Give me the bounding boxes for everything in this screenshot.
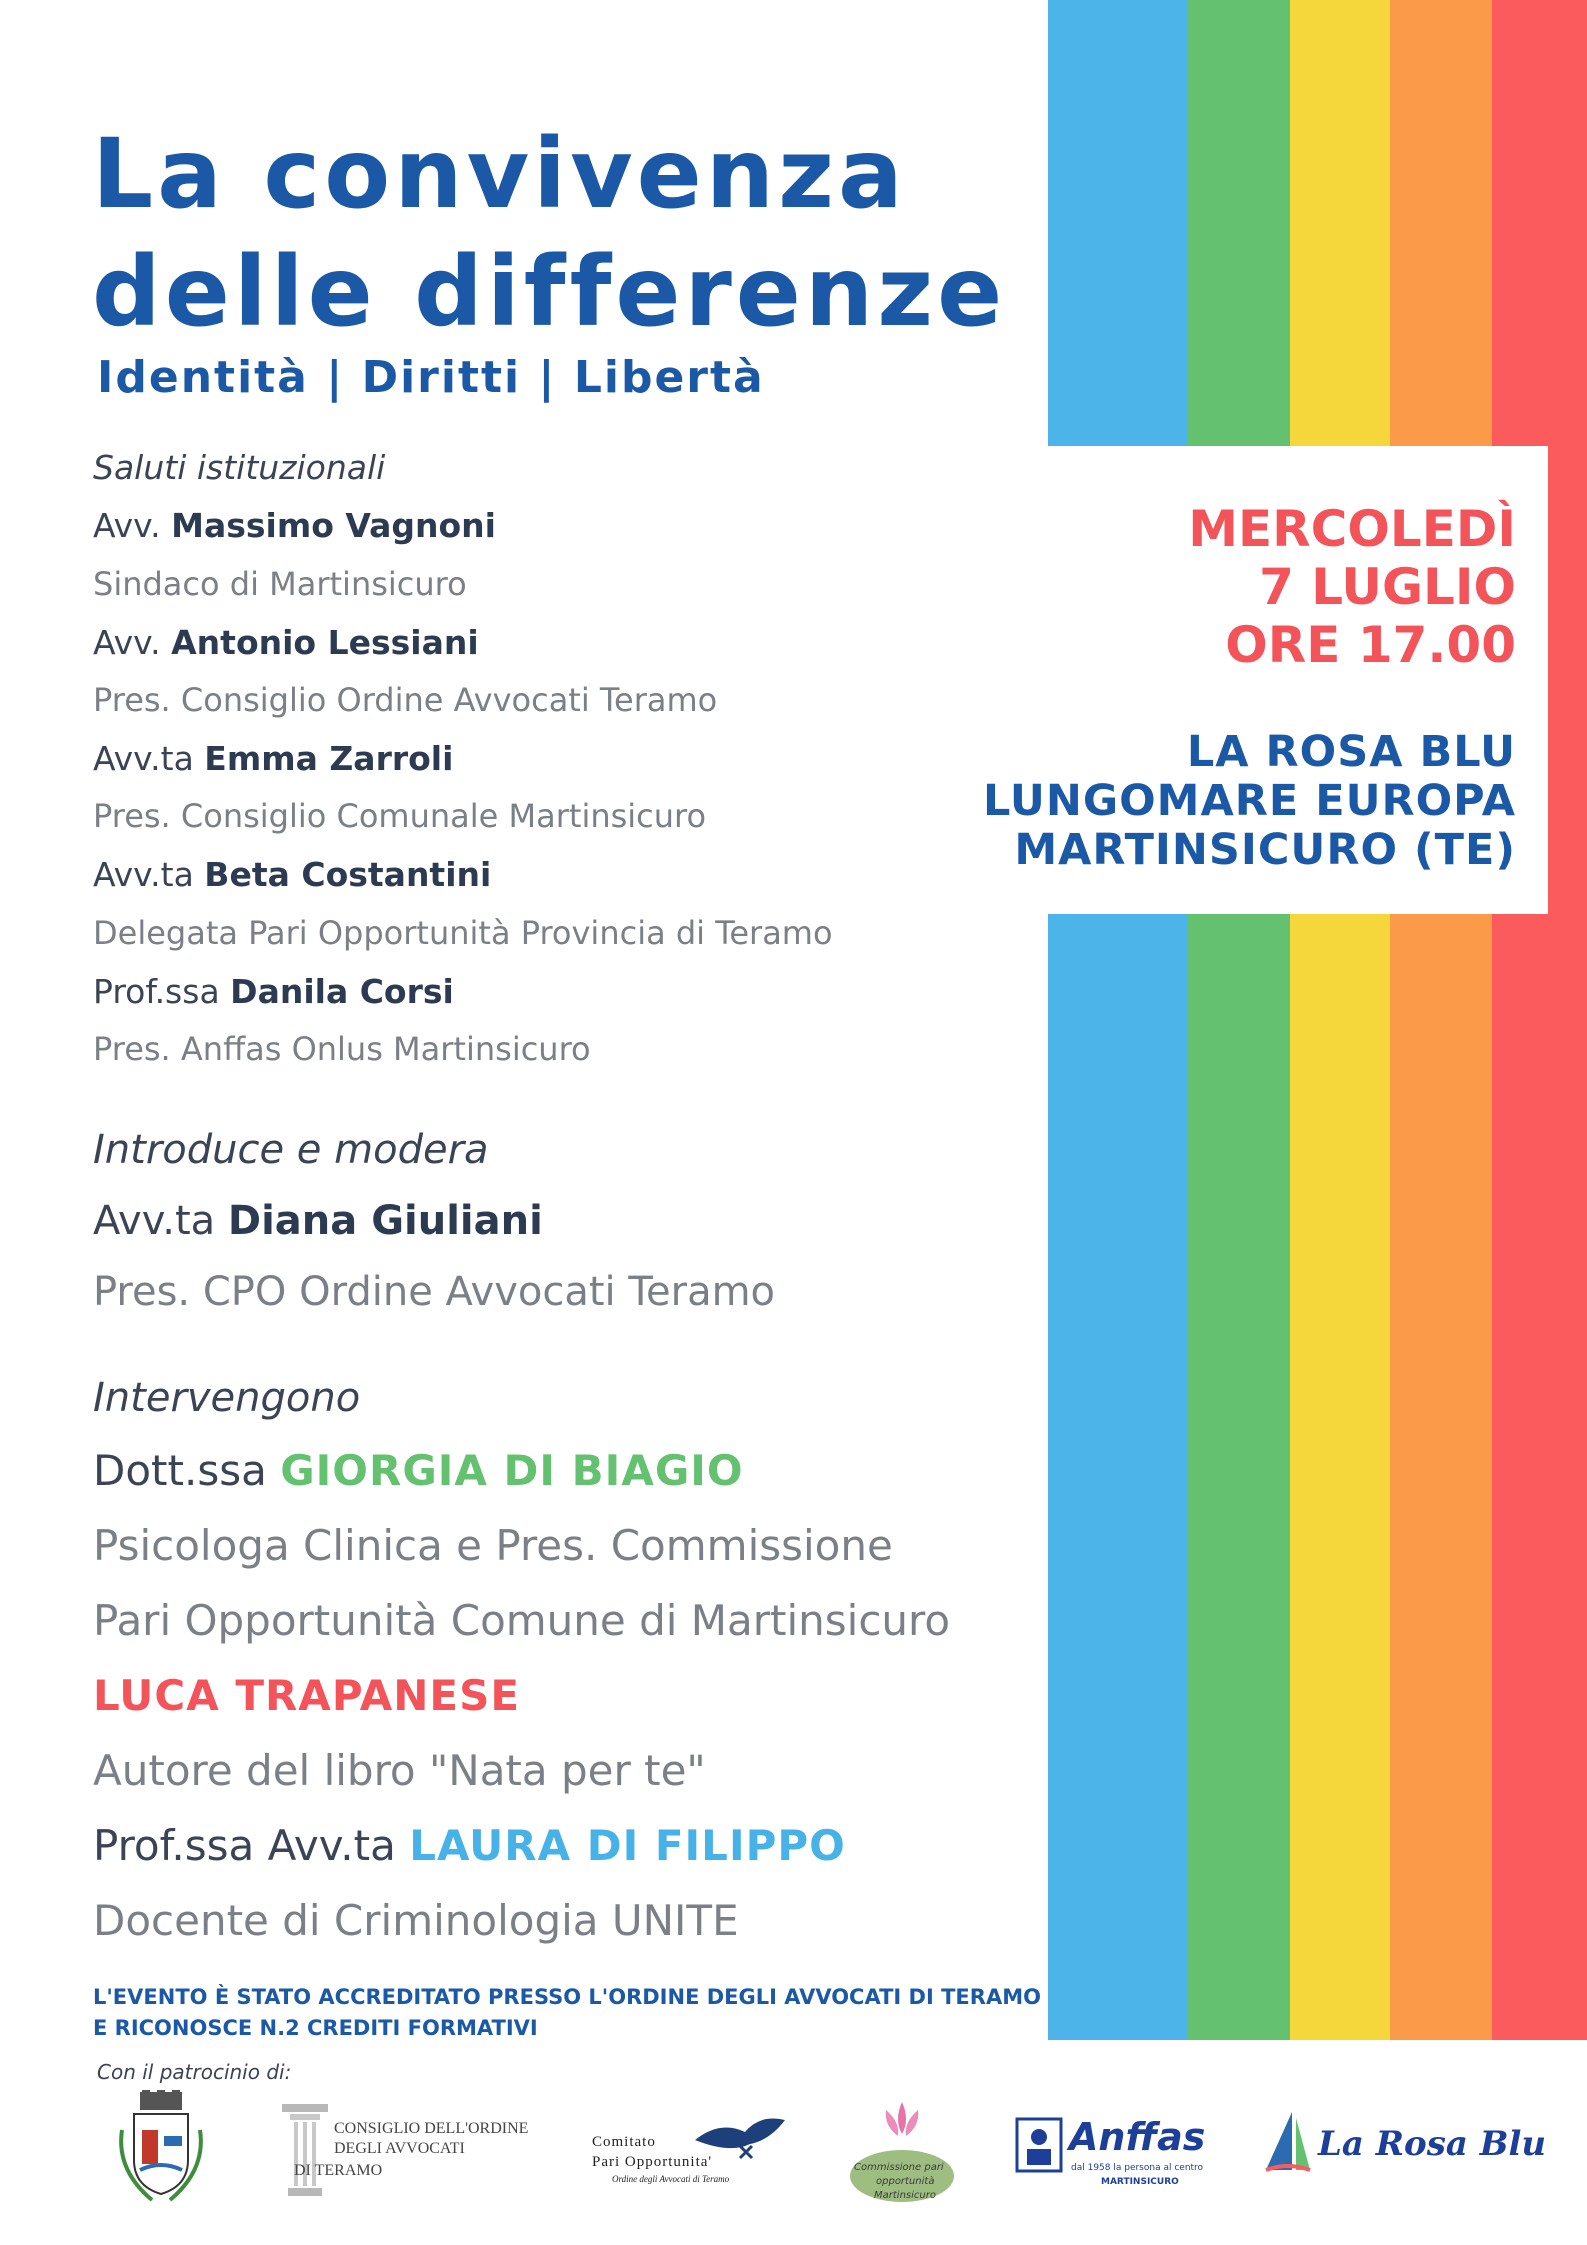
speaker-role: Pres. Consiglio Ordine Avvocati Teramo xyxy=(93,681,718,719)
la-rosa-blu-logo xyxy=(1262,2110,1552,2180)
speaker-name-line xyxy=(93,739,453,778)
speaker-prefix: Avv.ta xyxy=(93,855,194,894)
stripe-green xyxy=(1188,0,1290,2040)
stripe-yellow xyxy=(1290,0,1390,2040)
speaker-prefix: Prof.ssa xyxy=(93,972,220,1011)
event-venue-city: MARTINSICURO (TE) xyxy=(1014,825,1516,875)
sail-icon xyxy=(1262,2110,1312,2176)
anffas-logo-city: MARTINSICURO xyxy=(1101,2177,1179,2187)
speaker-prefix: Avv. xyxy=(93,506,161,545)
ordine-avvocati-logo xyxy=(280,2100,540,2200)
moderator-name-line xyxy=(93,1198,543,1244)
speaker-name-line xyxy=(93,623,479,662)
speaker-name-line xyxy=(93,1671,520,1720)
event-venue-name: LA ROSA BLU xyxy=(1186,727,1516,777)
event-venue-street: LUNGOMARE EUROPA xyxy=(983,776,1516,826)
crest-icon xyxy=(112,2090,210,2210)
speaker-role: Pari Opportunità Comune di Martinsicuro xyxy=(93,1596,951,1645)
event-day: MERCOLEDÌ xyxy=(1188,500,1516,558)
speaker-name: Antonio Lessiani xyxy=(171,623,479,662)
speaker-prefix: Prof.ssa Avv.ta xyxy=(93,1821,396,1870)
comitato-logo-text-3: Ordine degli Avvocati di Teramo xyxy=(612,2174,730,2184)
stripe-red xyxy=(1492,0,1587,2040)
anffas-logo-tagline: dal 1958 la persona al centro xyxy=(1071,2163,1204,2173)
intervengono-heading: Intervengono xyxy=(93,1375,361,1421)
comitato-logo-text-2: Pari Opportunita' xyxy=(592,2154,713,2170)
commissione-logo-text-3: Martinsicuro xyxy=(874,2190,936,2201)
moderator-name: Diana Giuliani xyxy=(227,1198,543,1244)
moderator-role: Pres. CPO Ordine Avvocati Teramo xyxy=(93,1269,776,1315)
speaker-name-line xyxy=(93,506,496,545)
speaker-name: LAURA DI FILIPPO xyxy=(409,1821,846,1870)
commissione-logo-text-1: Commissione pari xyxy=(854,2162,944,2173)
commissione-logo-text-2: opportunità xyxy=(876,2176,935,2187)
speaker-role: Autore del libro "Nata per te" xyxy=(93,1746,706,1795)
saluti-heading: Saluti istituzionali xyxy=(93,448,386,487)
speaker-name: GIORGIA DI BIAGIO xyxy=(280,1446,744,1495)
speaker-name-line xyxy=(93,855,491,894)
ordine-logo-text-3: DI TERAMO xyxy=(294,2162,383,2179)
speaker-role: Docente di Criminologia UNITE xyxy=(93,1896,739,1945)
ordine-logo-text-2: DEGLI AVVOCATI xyxy=(334,2140,465,2157)
moderator-prefix: Avv.ta xyxy=(93,1198,216,1244)
title-line-1: La convivenza xyxy=(92,118,907,230)
anffas-logo xyxy=(1015,2105,1205,2195)
speaker-name-line xyxy=(93,1446,744,1495)
accreditation-line-1: L'EVENTO È STATO ACCREDITATO PRESSO L'ORDINE DEGLI AVVOCATI DI TERAMO xyxy=(93,1985,1041,2009)
column-icon xyxy=(280,2100,330,2200)
title-line-2: delle differenze xyxy=(92,236,1007,348)
speaker-name: Beta Costantini xyxy=(204,855,492,894)
comune-crest-logo xyxy=(112,2090,210,2210)
speaker-prefix: Dott.ssa xyxy=(93,1446,267,1495)
event-date: 7 LUGLIO xyxy=(1259,558,1516,616)
speaker-role: Delegata Pari Opportunità Provincia di Teramo xyxy=(93,914,833,952)
speaker-name-line xyxy=(93,972,454,1011)
figure-icon xyxy=(690,2110,790,2160)
stripe-orange xyxy=(1390,0,1492,2040)
patronage-label: Con il patrocinio di: xyxy=(97,2060,292,2084)
anffas-emblem-icon xyxy=(1015,2117,1063,2173)
modera-heading: Introduce e modera xyxy=(93,1127,489,1173)
speaker-name-line xyxy=(93,1821,846,1870)
event-time: ORE 17.00 xyxy=(1225,616,1516,674)
ordine-logo-text-1: CONSIGLIO DELL'ORDINE xyxy=(334,2120,529,2137)
comitato-logo-text-1: Comitato xyxy=(592,2134,656,2150)
speaker-name: Massimo Vagnoni xyxy=(171,506,496,545)
la-rosa-blu-logo-text: La Rosa Blu xyxy=(1318,2124,1547,2164)
anffas-logo-name: Anffas xyxy=(1069,2115,1206,2159)
speaker-role: Sindaco di Martinsicuro xyxy=(93,565,467,603)
subtitle: Identità | Diritti | Libertà xyxy=(97,352,765,403)
speaker-name: Emma Zarroli xyxy=(204,739,454,778)
speaker-role: Pres. Anffas Onlus Martinsicuro xyxy=(93,1030,591,1068)
speaker-prefix: Avv.ta xyxy=(93,739,194,778)
speaker-prefix: Avv. xyxy=(93,623,161,662)
comitato-pari-opportunita-logo xyxy=(590,2110,800,2190)
speaker-name: LUCA TRAPANESE xyxy=(93,1671,521,1720)
speaker-name: Danila Corsi xyxy=(230,972,454,1011)
speaker-role: Pres. Consiglio Comunale Martinsicuro xyxy=(93,797,707,835)
accreditation-line-2: E RICONOSCE N.2 CREDITI FORMATIVI xyxy=(93,2016,538,2040)
stripe-blue xyxy=(1048,0,1188,2040)
commissione-pari-opportunita-logo xyxy=(846,2092,958,2208)
speaker-role: Psicologa Clinica e Pres. Commissione xyxy=(93,1521,893,1570)
